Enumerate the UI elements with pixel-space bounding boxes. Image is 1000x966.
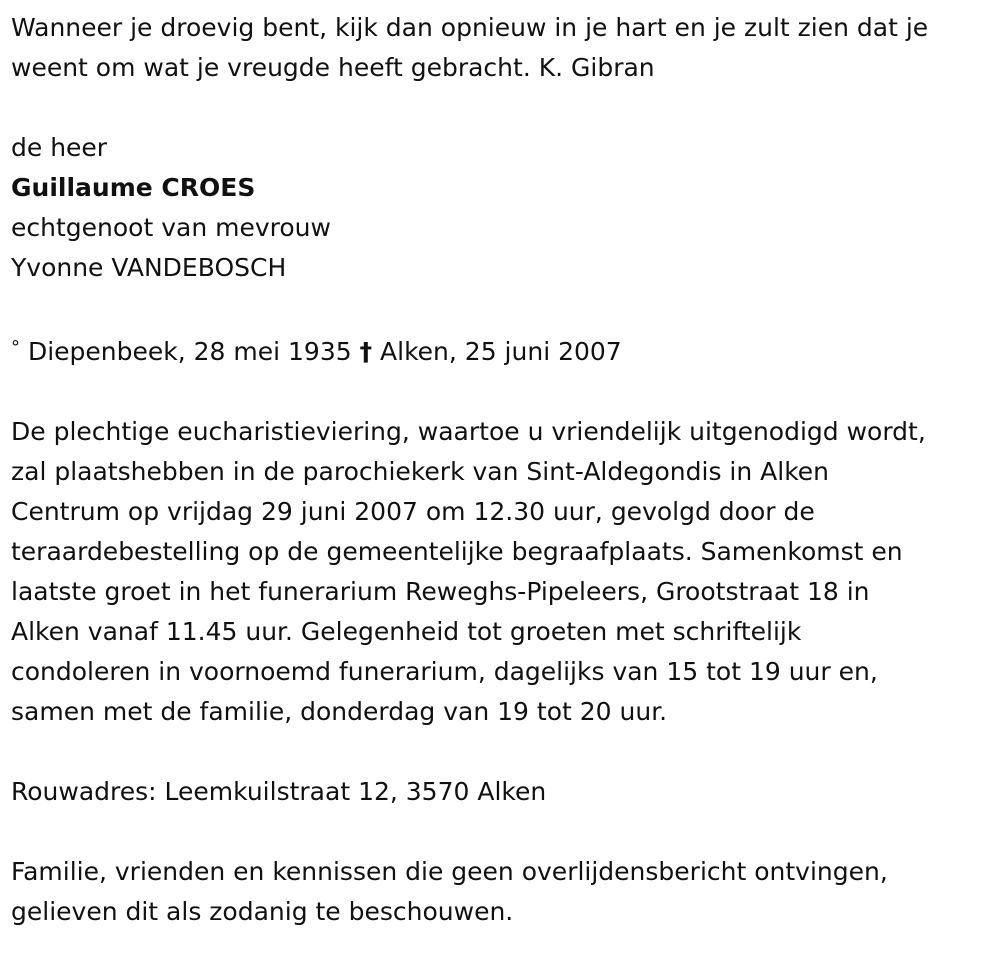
ceremony-line: laatste groet in het funerarium Reweghs-Pipeleers, Grootstraat 18 in	[11, 577, 870, 606]
spacer	[11, 732, 991, 772]
relation: echtgenoot van mevrouw	[11, 213, 331, 242]
ceremony-line: zal plaatshebben in de parochiekerk van Sint-Aldegondis in Alken	[11, 457, 830, 486]
spacer	[11, 288, 991, 328]
notice-paragraph	[11, 852, 991, 932]
quote	[11, 8, 991, 88]
salutation: de heer	[11, 133, 108, 162]
ceremony-line: samen met de familie, donderdag van 19 tot 20 uur.	[11, 697, 668, 726]
notice-line: Familie, vrienden en kennissen die geen overlijdensbericht ontvingen,	[11, 857, 888, 886]
ceremony-line: Alken vanaf 11.45 uur. Gelegenheid tot groeten met schriftelijk	[11, 617, 802, 646]
ceremony-paragraph	[11, 412, 991, 732]
ceremony-line: De plechtige eucharistieviering, waartoe u vriendelijk uitgenodigd wordt,	[11, 417, 926, 446]
obituary-notice	[11, 8, 991, 932]
dates-line	[11, 328, 991, 372]
birth-symbol: °	[11, 337, 20, 358]
spouse-name: Yvonne VANDEBOSCH	[11, 253, 287, 282]
mourning-address: Rouwadres: Leemkuilstraat 12, 3570 Alken	[11, 777, 547, 806]
spacer	[11, 372, 991, 412]
quote-line: weent om wat je vreugde heeft gebracht. K. Gibran	[11, 53, 655, 82]
birth-info: Diepenbeek, 28 mei 1935	[27, 337, 352, 366]
quote-line: Wanneer je droevig bent, kijk dan opnieuw in je hart en je zult zien dat je	[11, 13, 929, 42]
deceased-block	[11, 128, 991, 288]
ceremony-line: condoleren in voornoemd funerarium, dagelijks van 15 tot 19 uur en,	[11, 657, 878, 686]
death-symbol: †	[359, 337, 373, 366]
ceremony-line: Centrum op vrijdag 29 juni 2007 om 12.30 uur, gevolgd door de	[11, 497, 815, 526]
notice-line: gelieven dit als zodanig te beschouwen.	[11, 897, 514, 926]
ceremony-line: teraardebestelling op de gemeentelijke begraafplaats. Samenkomst en	[11, 537, 903, 566]
spacer	[11, 812, 991, 852]
spacer	[11, 88, 991, 128]
deceased-name: Guillaume CROES	[11, 173, 256, 202]
death-info: Alken, 25 juni 2007	[380, 337, 622, 366]
